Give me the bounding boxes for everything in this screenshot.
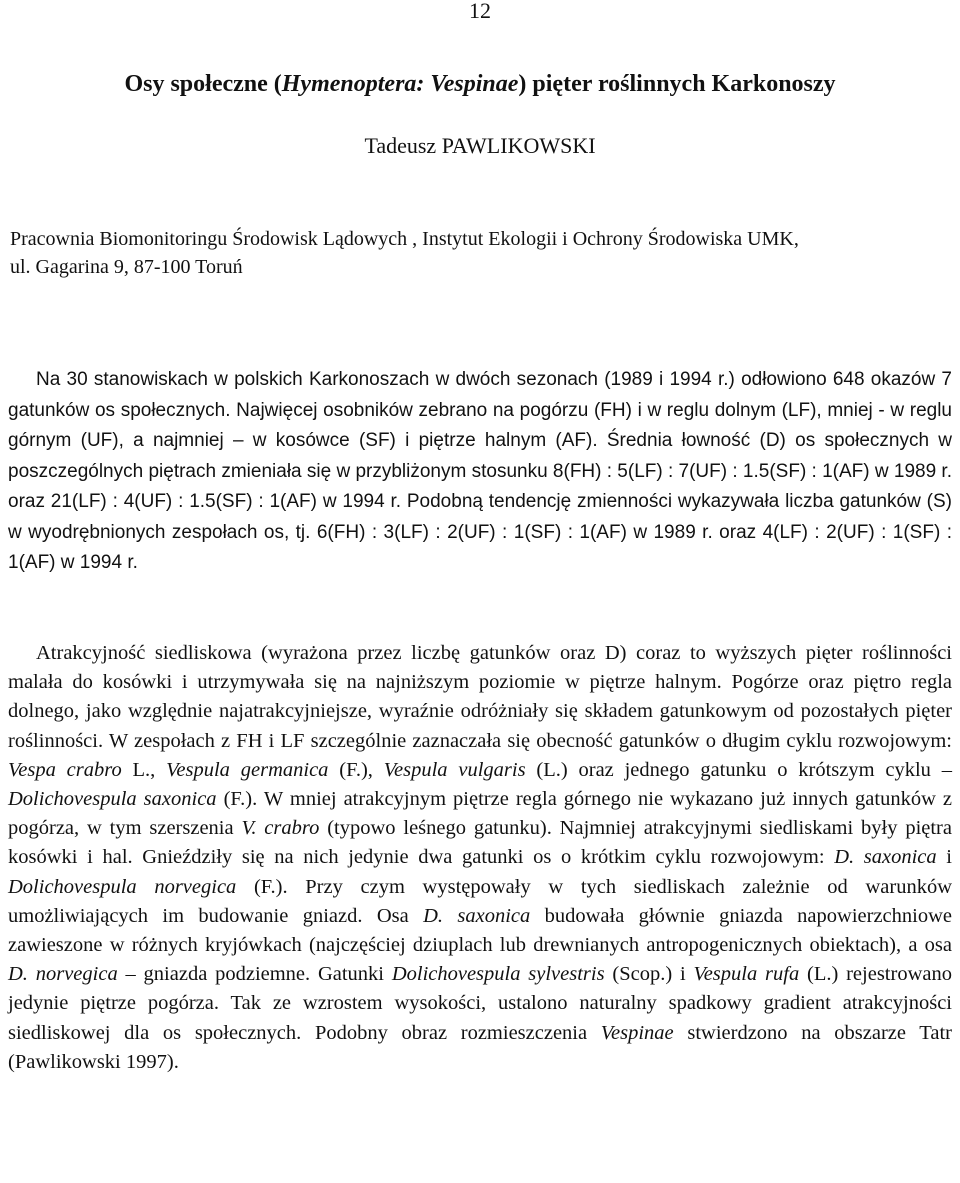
species-name: D. saxonica bbox=[834, 846, 937, 869]
body-paragraph bbox=[8, 639, 952, 1077]
author-name: Tadeusz PAWLIKOWSKI bbox=[364, 133, 596, 158]
species-name: Dolichovespula norvegica bbox=[8, 875, 237, 898]
title-italic-taxon: Hymenoptera: Vespinae bbox=[281, 71, 519, 97]
taxon-name: Vespinae bbox=[600, 1021, 674, 1044]
affiliation-line-1: Pracownia Biomonitoringu Środowisk Lądowych , Instytut Ekologii i Ochrony Środowiska UMK, bbox=[10, 228, 799, 250]
affiliation bbox=[10, 225, 955, 281]
body-text-run: (F.). W mniej atrakcyjnym piętrze regla górnego nie wykazano już innych gatunków z pogórza, w tym szerszenia bbox=[8, 788, 952, 840]
body-text-run: – gniazda podziemne. Gatunki bbox=[117, 963, 392, 986]
body-text-run: (L.) oraz jednego gatunku o krótszym cyklu – bbox=[525, 758, 953, 781]
body-text-run: (F.). Przy czym występowały w tych siedliskach zależnie od warunków umożliwiających im budowanie gniazd. Osa bbox=[8, 875, 952, 927]
species-name: D. norvegica bbox=[8, 963, 118, 986]
title-part-1: Osy społeczne ( bbox=[124, 71, 282, 97]
affiliation-line-2: ul. Gagarina 9, 87-100 Toruń bbox=[10, 256, 243, 278]
body-text-run: (L.) rejestrowano jedynie piętrze pogórza. Tak ze wzrostem wysokości, ustalono naturalny spadkowy gradient atrakcyjności siedliskowej dla os społecznych. Podobny obraz rozmieszczenia bbox=[8, 963, 952, 1044]
body-text-run: i bbox=[936, 846, 952, 869]
page-number: 12 bbox=[469, 0, 491, 23]
paper-title bbox=[0, 71, 960, 98]
species-name: D. saxonica bbox=[423, 904, 531, 927]
species-name: Dolichovespula sylvestris bbox=[391, 963, 605, 986]
species-name: Dolichovespula saxonica bbox=[8, 788, 217, 811]
species-name: Vespula germanica bbox=[166, 758, 329, 781]
body-text-run: (F.), bbox=[328, 758, 384, 781]
abstract bbox=[8, 365, 952, 579]
body-text-run: stwierdzono na obszarze Tatr (Pawlikowski 1997). bbox=[8, 1021, 952, 1073]
title-part-3: ) pięter roślinnych Karkonoszy bbox=[518, 71, 836, 97]
abstract-paragraph: Na 30 stanowiskach w polskich Karkonoszach w dwóch sezonach (1989 i 1994 r.) odłowiono 648 okazów 7 gatunków os społecznych. Najwięcej osobników zebrano na pogórzu (FH) i w reglu dolnym (LF), mniej - w reglu górnym (UF), a najmniej – w kosówce (SF) i piętrze halnym (AF). Średnia łowność (D) os społecznych w poszczególnych piętrach zmieniała się w przybliżonym stosunku 8(FH) : 5(LF) : 7(UF) : 1.5(SF) : 1(AF) w 1989 r. oraz 21(LF) : 4(UF) : 1.5(SF) : 1(AF) w 1994 r. Podobną tendencję zmienności wykazywała liczba gatunków (S) w wyodrębnionych zespołach os, tj. 6(FH) : 3(LF) : 2(UF) : 1(SF) : 1(AF) w 1989 r. oraz 4(LF) : 2(UF) : 1(SF) : 1(AF) w 1994 r. bbox=[8, 369, 952, 573]
species-name: V. crabro bbox=[241, 817, 320, 840]
body-text-run: L., bbox=[121, 758, 167, 781]
species-name: Vespula rufa bbox=[693, 963, 800, 986]
species-name: Vespa crabro bbox=[8, 758, 122, 781]
body-text-run: (Scop.) i bbox=[604, 963, 694, 986]
species-name: Vespula vulgaris bbox=[383, 758, 526, 781]
body-text-run: budowała głównie gniazda napowierzchniowe zawieszone w różnych kryjówkach (najczęściej dziuplach lub drewnianych antropogenicznych obiektach), a osa bbox=[8, 904, 952, 957]
body-text-run: (typowo leśnego gatunku). Najmniej atrakcyjnymi siedliskami były piętra kosówki i hal. Gnieździły się na nich jedynie dwa gatunki os o krótkim cyklu rozwojowym: bbox=[8, 817, 952, 869]
body-text bbox=[8, 639, 952, 1077]
body-text-run: Atrakcyjność siedliskowa (wyrażona przez liczbę gatunków oraz D) coraz to wyższych pięter roślinności malała do kosówki i utrzymywała się na najniższym poziomie w piętrze halnym. Pogórze oraz piętro regla dolnego, jako względnie najatrakcyjniejsze, wyraźnie odróżniały się składem gatunkowym od pozostałych pięter roślinności. W zespołach z FH i LF szczególnie zaznaczała się obecność gatunków o długim cyklu rozwojowym: bbox=[8, 642, 952, 752]
